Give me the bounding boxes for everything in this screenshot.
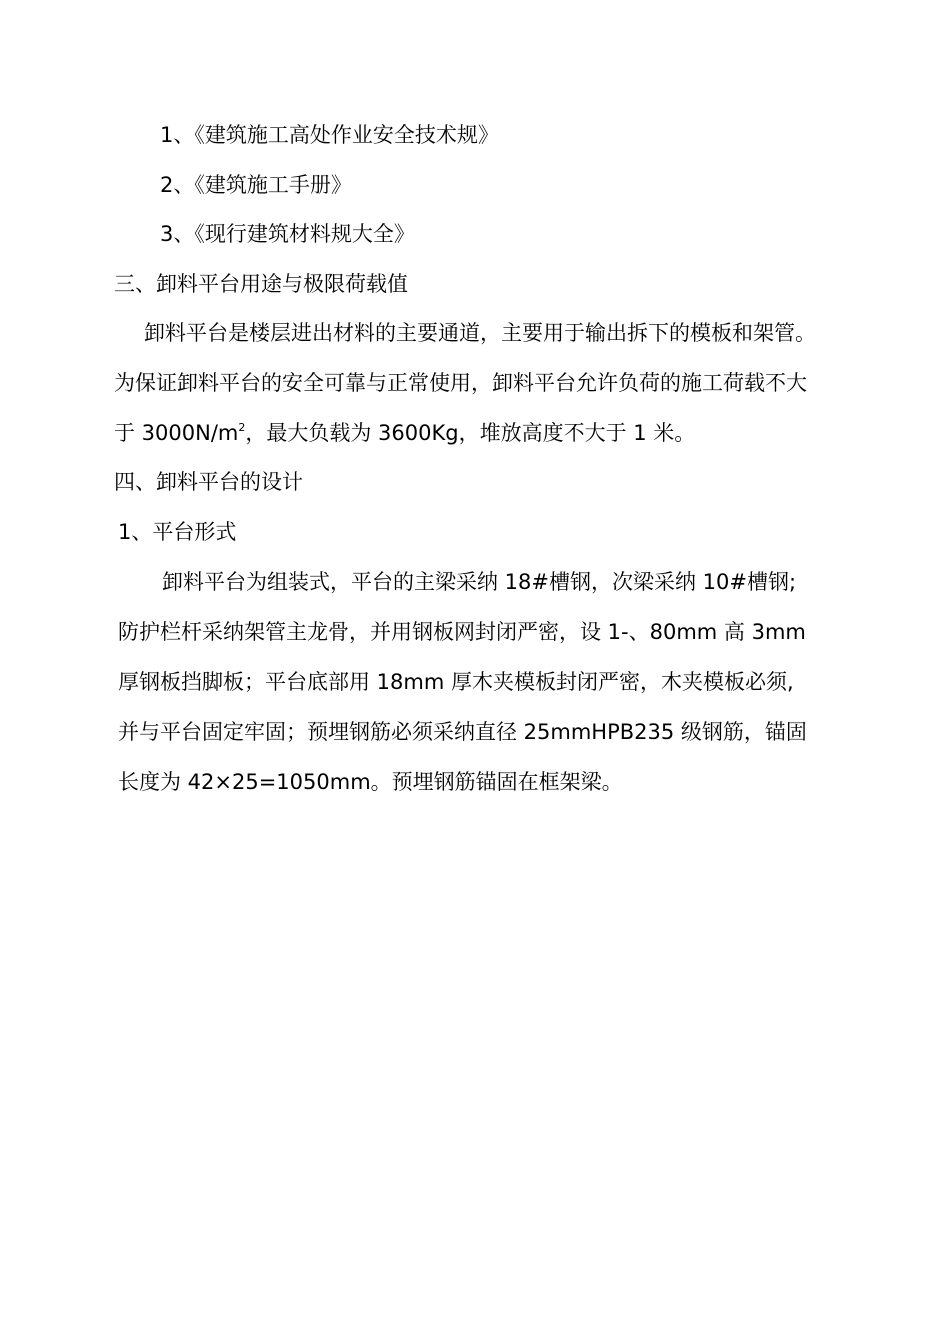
reference-item-2: 2、《建筑施工手册》 <box>160 173 352 197</box>
section-4-paragraph-line-3: 厚钢板挡脚板；平台底部用 18mm 厚木夹模板封闭严密，木夹模板必须, <box>118 670 794 694</box>
section-4-paragraph-line-4: 并与平台固定牢固；预埋钢筋必须采纳直径 25mmHPB235 级钢筋，锚固 <box>118 720 807 744</box>
section-3-paragraph-line-1: 卸料平台是楼层进出材料的主要通道，主要用于输出拆下的模板和架管。 <box>144 321 816 345</box>
reference-item-1: 1、《建筑施工高处作业安全技术规》 <box>160 123 499 147</box>
superscript-exponent: 2 <box>238 421 246 434</box>
section-4-paragraph-line-5: 长度为 42×25=1050mm。预埋钢筋锚固在框架梁。 <box>118 770 623 794</box>
load-value-text-cont: ，最大负载为 3600Kg，堆放高度不大于 1 米。 <box>245 421 696 445</box>
section-3-paragraph-line-2: 为保证卸料平台的安全可靠与正常使用，卸料平台允许负荷的施工荷载不大 <box>114 371 807 395</box>
section-4-paragraph-line-1: 卸料平台为组装式，平台的主梁采纳 18#槽钢，次梁采纳 10#槽钢; <box>162 570 797 594</box>
section-3-heading: 三、卸料平台用途与极限荷载值 <box>114 272 408 296</box>
section-4-paragraph-line-2: 防护栏杆采纳架管主龙骨，并用钢板网封闭严密，设 1-、80mm 高 3mm <box>118 620 806 644</box>
reference-item-3: 3、《现行建筑材料规大全》 <box>160 222 415 246</box>
section-4-heading: 四、卸料平台的设计 <box>114 470 303 494</box>
section-4-subheading: 1、平台形式 <box>118 520 237 544</box>
load-value-text: 于 3000N/m <box>114 421 239 445</box>
section-3-paragraph-line-3 <box>114 418 695 448</box>
